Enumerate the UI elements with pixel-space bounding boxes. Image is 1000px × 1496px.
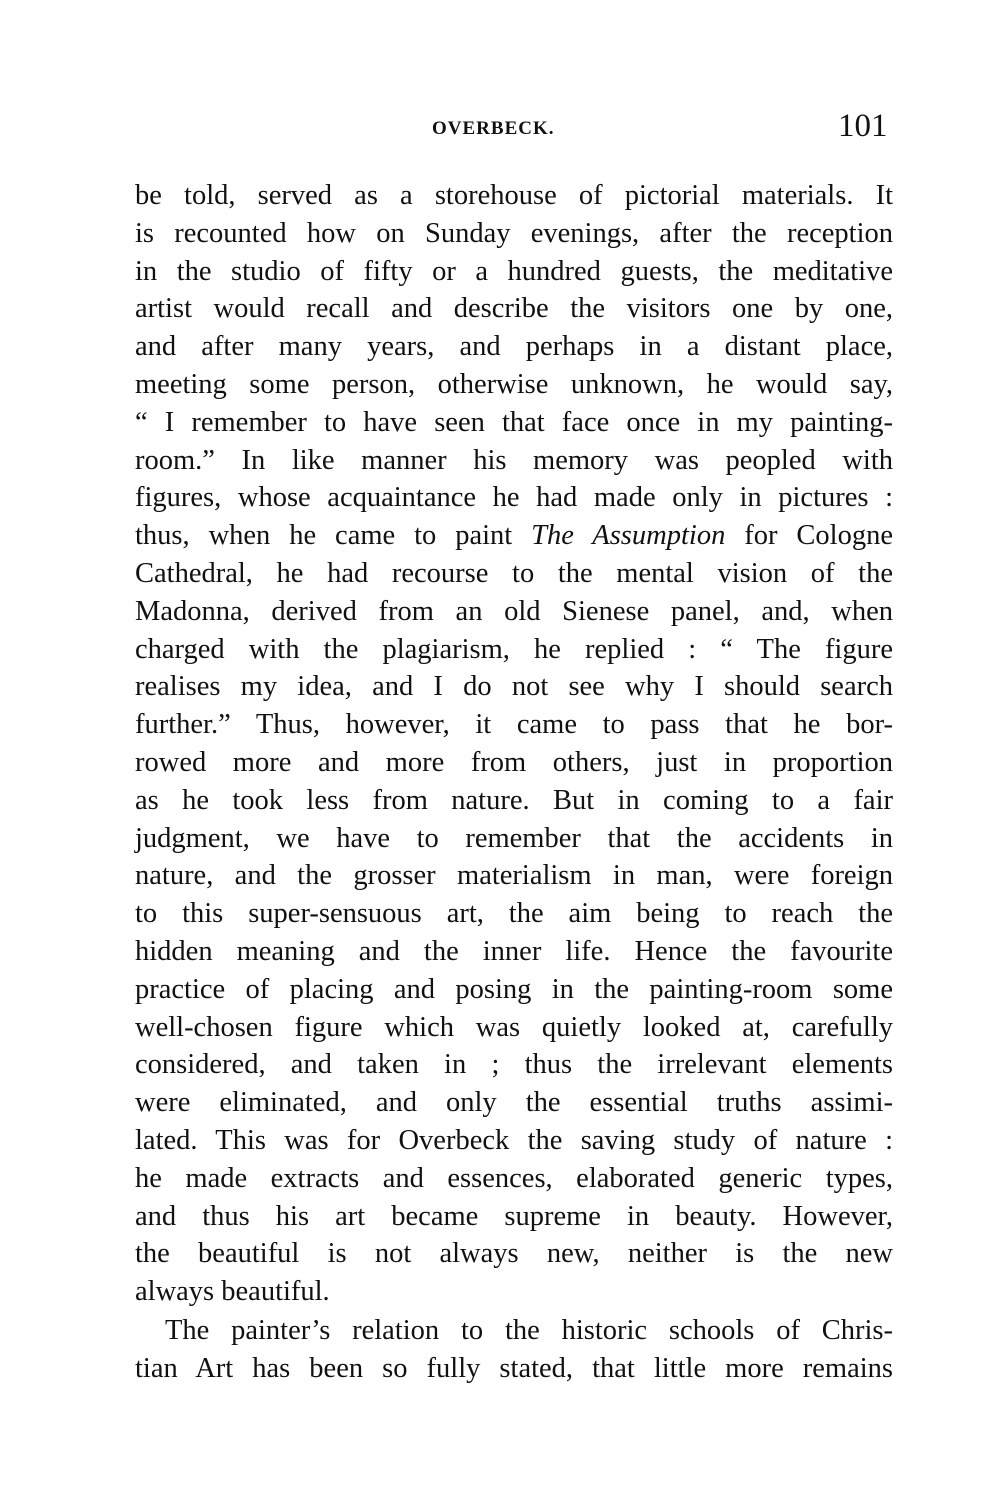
text-line: always beautiful. (135, 1276, 330, 1308)
text-line: room.” In like manner his memory was peopled with (135, 444, 893, 476)
text-line: were eliminated, and only the essential truths assimi- (135, 1087, 893, 1119)
text-line: as he took less from nature. But in coming to a fair (135, 784, 893, 816)
text-line: artist would recall and describe the visitors one by one, (135, 293, 893, 325)
running-title: OVERBECK. (432, 118, 555, 139)
text-line: Cathedral, he had recourse to the mental vision of the (135, 557, 893, 589)
text-line: well-chosen figure which was quietly looked at, carefully (135, 1011, 893, 1043)
text-line: hidden meaning and the inner life. Hence the favourite (135, 935, 893, 967)
text-line: figures, whose acquaintance he had made only in pictures : (135, 482, 893, 514)
text-line: further.” Thus, however, it came to pass that he bor- (135, 709, 893, 741)
text-line: considered, and taken in ; thus the irrelevant elements (135, 1049, 893, 1081)
text-line: charged with the plagiarism, he replied : “ The figure (135, 633, 893, 665)
text-line: the beautiful is not always new, neither is the new (135, 1238, 893, 1270)
text-line: Madonna, derived from an old Sienese panel, and, when (135, 595, 893, 627)
page-body (135, 177, 893, 1388)
italic-title: The Assumption (531, 520, 726, 552)
text-line: be told, served as a storehouse of pictorial materials. It (135, 180, 893, 211)
text-line: meeting some person, otherwise unknown, he would say, (135, 368, 893, 400)
text-line: realises my idea, and I do not see why I should search (135, 671, 893, 703)
text-line: “ I remember to have seen that face once in my painting- (135, 406, 893, 438)
text-line: to this super-sensuous art, the aim being to reach the (135, 898, 893, 930)
page-header (0, 110, 1000, 150)
text-segment: for Cologne (725, 520, 894, 552)
text-line: The painter’s relation to the historic schools of Chris- (165, 1315, 893, 1347)
text-line: in the studio of fifty or a hundred guests, the meditative (135, 255, 893, 287)
text-line: judgment, we have to remember that the accidents in (135, 822, 893, 854)
text-line: tian Art has been so fully stated, that little more remains (135, 1353, 893, 1385)
text-line: rowed more and more from others, just in proportion (135, 746, 893, 778)
text-line: lated. This was for Overbeck the saving study of nature : (135, 1124, 893, 1156)
text-line: nature, and the grosser materialism in man, were foreign (135, 860, 893, 892)
paragraph (135, 1312, 893, 1388)
text-line (135, 517, 893, 555)
text-line: and thus his art became supreme in beauty. However, (135, 1200, 893, 1232)
text-line: is recounted how on Sunday evenings, after the reception (135, 217, 893, 249)
paragraph (135, 177, 893, 1311)
text-segment: thus, when he came to paint (135, 520, 532, 552)
page-number: 101 (838, 108, 888, 144)
text-line: practice of placing and posing in the painting-room some (135, 973, 893, 1005)
text-line: and after many years, and perhaps in a distant place, (135, 331, 893, 363)
text-line: he made extracts and essences, elaborated generic types, (135, 1162, 893, 1194)
